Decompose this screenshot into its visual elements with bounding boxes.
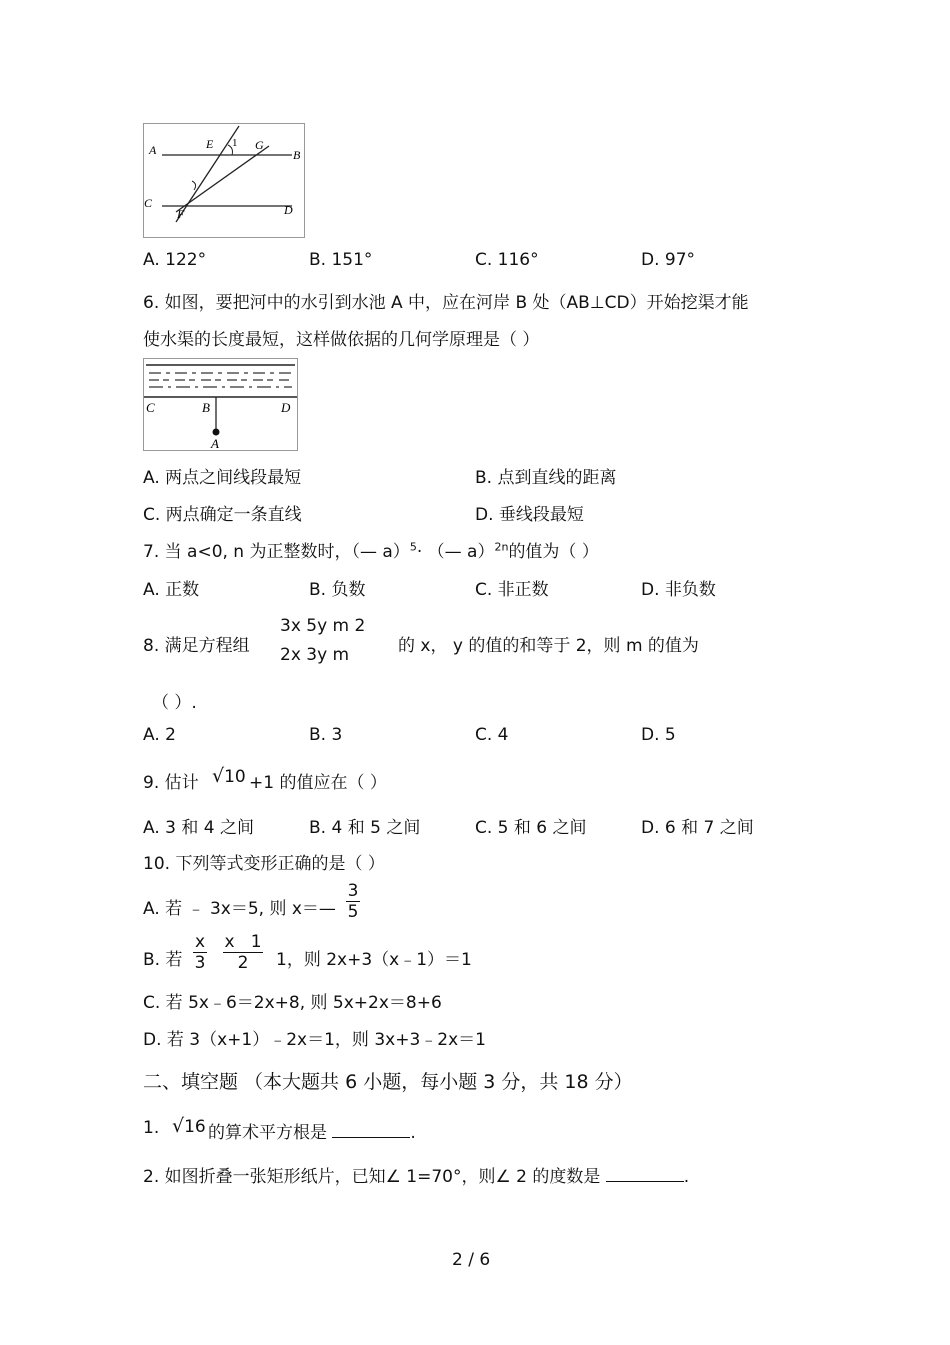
q10-option-b-fraction-1	[193, 932, 207, 973]
q6-option-b: B. 点到直线的距离	[475, 468, 617, 488]
fill2-answer-blank[interactable]	[606, 1167, 684, 1182]
q5-option-a: A. 122°	[143, 250, 207, 270]
q6-option-d: D. 垂线段最短	[475, 505, 584, 525]
fill1-lead: 1.	[143, 1118, 160, 1138]
svg-text:D: D	[284, 203, 293, 217]
q5-figure	[143, 123, 305, 238]
fill1-answer-blank[interactable]	[332, 1123, 410, 1138]
q8-line2: （ ）.	[152, 693, 197, 713]
svg-text:G: G	[255, 138, 264, 152]
q8-equation-1: 3x 5y m 2	[280, 616, 366, 636]
svg-text:A: A	[211, 436, 219, 450]
q9-option-a: A. 3 和 4 之间	[143, 818, 254, 838]
q9-option-c: C. 5 和 6 之间	[475, 818, 587, 838]
fraction-numerator: 3	[347, 881, 359, 901]
section2-heading: 二、填空题 （本大题共 6 小题，每小题 3 分，共 18 分）	[143, 1071, 633, 1093]
q9-option-b: B. 4 和 5 之间	[309, 818, 421, 838]
q8-option-b: B. 3	[309, 725, 343, 745]
q10-option-b-tail: 1，则 2x+3（x﹣1）＝1	[276, 950, 472, 970]
q9-lead: 9. 估计	[143, 773, 199, 793]
svg-text:F: F	[177, 207, 185, 221]
svg-text:C: C	[144, 196, 153, 210]
svg-text:D: D	[281, 400, 291, 415]
q10-option-a: A. 若 ﹣ 3x＝5, 则 x＝—	[143, 899, 336, 919]
svg-text:E: E	[206, 137, 214, 151]
q5-option-c: C. 116°	[475, 250, 539, 270]
q5-option-d: D. 97°	[641, 250, 696, 270]
svg-text:A: A	[149, 143, 157, 157]
q6-stem-line1: 6. 如图，要把河中的水引到水池 A 中，应在河岸 B 处（AB⊥CD）开始挖渠才能	[143, 293, 749, 313]
fraction-denominator: 5	[347, 902, 359, 922]
q10-option-b-lead: B. 若	[143, 950, 183, 970]
fill1-sqrt	[172, 1115, 206, 1137]
fill1-radicand: 16	[184, 1117, 206, 1137]
q10-option-c: C. 若 5x﹣6＝2x+8, 则 5x+2x＝8+6	[143, 993, 442, 1013]
q8-option-c: C. 4	[475, 725, 509, 745]
parallel-lines-diagram	[144, 124, 304, 237]
q8-option-a: A. 2	[143, 725, 176, 745]
q9-sqrt	[212, 765, 246, 787]
q6-option-c: C. 两点确定一条直线	[143, 505, 302, 525]
sqrt-sign-icon: √	[172, 1115, 185, 1137]
svg-text:C: C	[146, 400, 155, 415]
fraction-denominator: 2	[223, 952, 263, 973]
q8-equation-2: 2x 3y m	[280, 645, 350, 665]
q6-figure	[143, 358, 298, 451]
q5-option-b: B. 151°	[309, 250, 373, 270]
q10-option-a-fraction	[346, 881, 360, 922]
q7-stem: 7. 当 a<0, n 为正整数时，（— a）$^5$· （— a）$^{2n}$的值为（ ）	[143, 540, 599, 562]
q8-lead: 8. 满足方程组	[143, 636, 250, 656]
fraction-denominator: 3	[194, 953, 206, 973]
q10-stem: 10. 下列等式变形正确的是（ ）	[143, 854, 385, 874]
q9-tail: +1 的值应在（ ）	[249, 773, 387, 793]
q7-option-d: D. 非负数	[641, 580, 716, 600]
river-canal-diagram	[144, 359, 297, 450]
page-number: 2 / 6	[452, 1250, 491, 1270]
q7-option-a: A. 正数	[143, 580, 200, 600]
q10-option-b-fraction-2	[223, 932, 263, 973]
sqrt-sign-icon: √	[212, 765, 225, 787]
svg-text:B: B	[202, 400, 210, 415]
fraction-numerator: x	[194, 932, 206, 952]
fill1-stem: 的算术平方根是 .	[208, 1123, 416, 1143]
q6-option-a: A. 两点之间线段最短	[143, 468, 302, 488]
fill2-stem: 2. 如图折叠一张矩形纸片，已知∠ 1=70°，则∠ 2 的度数是 .	[143, 1167, 690, 1187]
q9-radicand: 10	[224, 767, 246, 787]
fraction-numerator: x 1	[224, 932, 262, 952]
q8-option-d: D. 5	[641, 725, 676, 745]
q6-stem-line2: 使水渠的长度最短，这样做依据的几何学原理是（ ）	[143, 330, 540, 350]
svg-text:1: 1	[232, 137, 238, 149]
q7-option-c: C. 非正数	[475, 580, 549, 600]
q7-option-b: B. 负数	[309, 580, 366, 600]
q10-option-d: D. 若 3（x+1）﹣2x＝1，则 3x+3﹣2x＝1	[143, 1030, 486, 1050]
q9-option-d: D. 6 和 7 之间	[641, 818, 754, 838]
q8-tail: 的 x， y 的值的和等于 2，则 m 的值为	[398, 636, 699, 656]
svg-text:B: B	[293, 148, 301, 162]
